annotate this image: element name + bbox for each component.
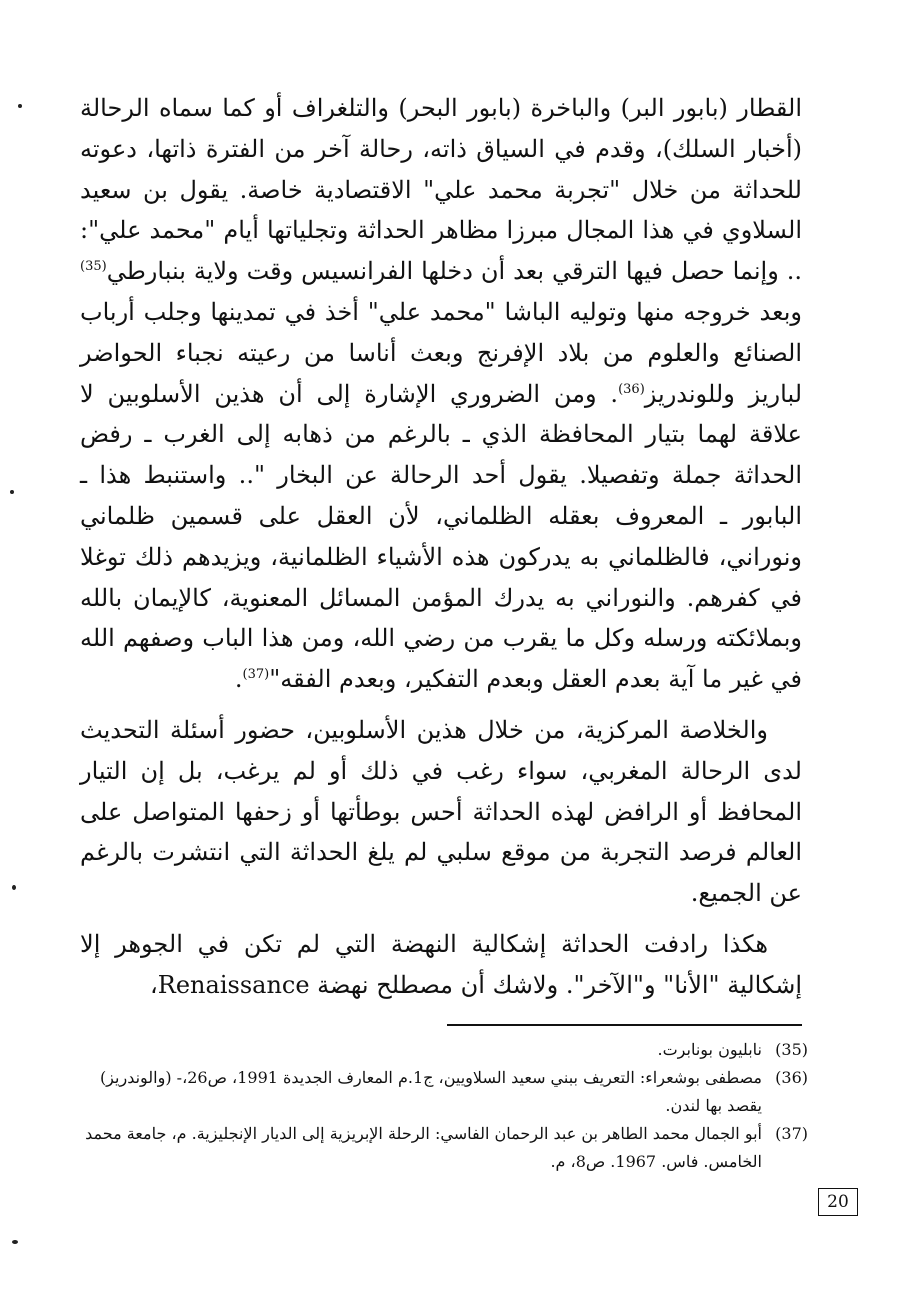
footnote-number: (35) bbox=[775, 1040, 808, 1059]
main-text bbox=[80, 88, 802, 1006]
paragraph-1-text-c: . ومن الضروري الإشارة إلى أن هذين الأسلوبين لا علاقة لهما بتيار المحافظة الذي ـ بالرغم من ذهابه إلى الغرب ـ رفض الحداثة جملة وتفصيلا. يقول أحد الرحالة عن البخار ".. واستنبط هذا ـ البابور ـ المعروف بعقله الظلماني، لأن العقل على قسمين ظلماني ونوراني، فالظلماني به يدركون هذه الأشياء الظلمانية، ويزيدهم ذلك توغلا في كفرهم. والنوراني به يدرك المؤمن المسائل المعنوية، كالإيمان بالله وبملائكته ورسله وكل ما يقرب من رضي الله، ومن هذا الباب وصفهم الله في غير ما آية بعدم العقل وبعدم التفكير، وبعدم الفقه" bbox=[80, 379, 803, 694]
paragraph-2: والخلاصة المركزية، من خلال هذين الأسلوبين، حضور أسئلة التحديث لدى الرحالة المغربي، سواء رغب في ذلك أو لم يرغب، بل إن التيار المحافظ أو الرافض لهذه الحداثة أحس بوطأتها أو زحفها المتواصل على العالم فرصد التجربة من موقع سلبي لم يلغ الحداثة التي انتشرت بالرغم عن الجميع. bbox=[80, 715, 802, 908]
footnote-text: نابليون بونابرت. bbox=[657, 1040, 762, 1059]
footnote-36 bbox=[80, 1064, 808, 1120]
footnote-text: أبو الجمال محمد الطاهر بن عبد الرحمان الفاسي: الرحلة الإبريزية إلى الديار الإنجليزية. م، جامعة محمد الخامس. فاس. 1967. ص8، م. bbox=[85, 1124, 762, 1171]
paragraph-3: هكذا رادفت الحداثة إشكالية النهضة التي لم تكن في الجوهر إلا إشكالية "الأنا" و"الآخر". ولاشك أن مصطلح نهضة Renaissance، bbox=[80, 929, 802, 999]
paragraph-1 bbox=[80, 88, 802, 700]
paragraph-1-text-b: وبعد خروجه منها وتوليه الباشا "محمد علي" أخذ في تمدينها وجلب أرباب الصنائع والعلوم من بلاد الإفرنج وبعث أناسا من رعيته نجباء الحواضر لباريز وللوندريز bbox=[80, 297, 803, 408]
footnote-ref-37[interactable]: (37) bbox=[242, 667, 270, 683]
footnote-37 bbox=[80, 1120, 808, 1176]
footnotes bbox=[80, 1036, 808, 1176]
footnote-number: (37) bbox=[775, 1124, 808, 1143]
paragraph-1-text-a: القطار (بابور البر) والباخرة (بابور البحر) والتلغراف أو كما سماه الرحالة (أخبار السلك)، وقدم في السياق ذاته، رحالة آخر من الفترة ذاتها، دعوته للحداثة من خلال "تجربة محمد علي" الاقتصادية خاصة. يقول بن سعيد السلاوي في هذا المجال مبرزا مظاهر الحداثة وتجلياتها أيام "محمد علي": .. وإنما حصل فيها الترقي بعد أن دخلها الفرانسيس وقت ولاية بنبارطي bbox=[80, 94, 802, 286]
footnote-ref-36[interactable]: (36) bbox=[618, 381, 645, 397]
footnote-ref-35[interactable]: (35) bbox=[80, 259, 107, 275]
scan-speck bbox=[10, 490, 14, 494]
paragraph-1-text-d: . bbox=[234, 665, 243, 694]
footnote-number: (36) bbox=[775, 1068, 808, 1087]
scan-speck bbox=[12, 885, 16, 890]
footnote-35 bbox=[80, 1036, 808, 1064]
scan-speck bbox=[18, 104, 22, 108]
page-number: 20 bbox=[818, 1188, 858, 1216]
footnote-separator bbox=[447, 1024, 802, 1026]
scan-speck bbox=[12, 1240, 18, 1244]
footnote-text: مصطفى بوشعراء: التعريف ببني سعيد السلاويين، ج1.م المعارف الجديدة 1991، ص26،- (والوندريز) يقصد بها لندن. bbox=[99, 1068, 762, 1115]
